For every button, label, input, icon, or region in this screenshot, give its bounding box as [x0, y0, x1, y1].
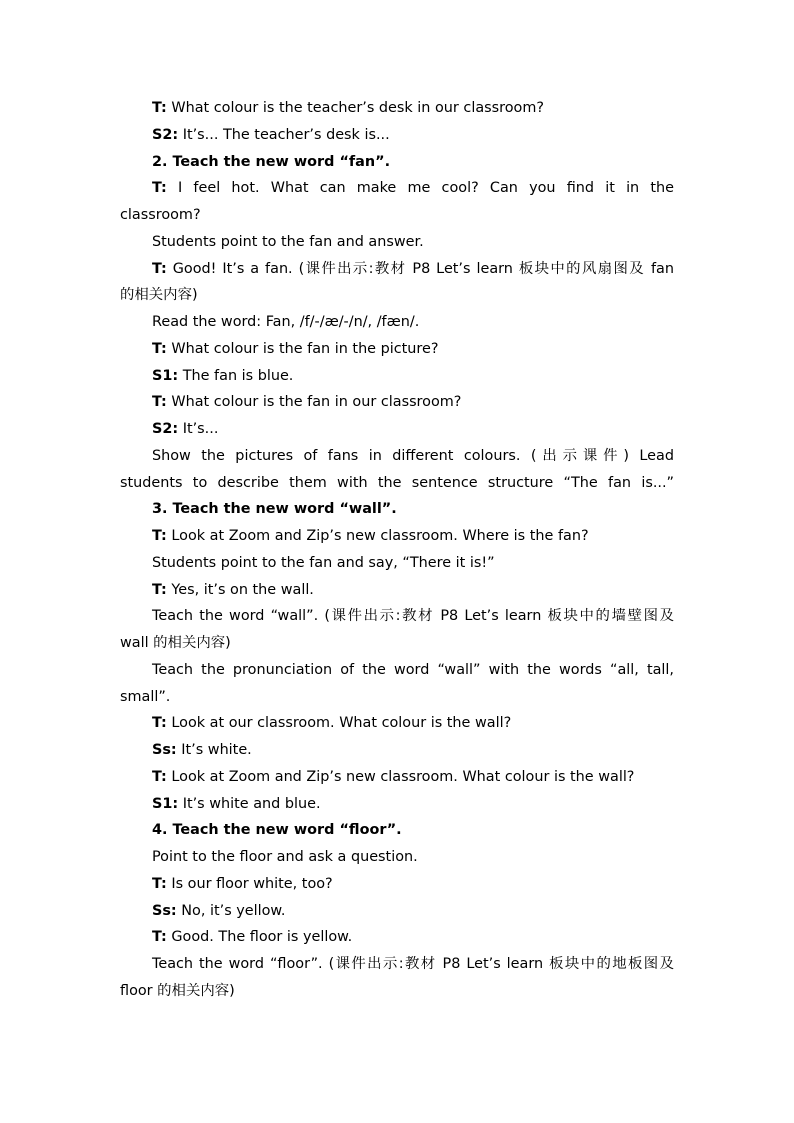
speaker-label: Ss:: [152, 902, 177, 919]
text-line: wall 的相关内容): [120, 635, 231, 651]
line-text: What colour is the fan in our classroom?: [166, 394, 462, 411]
dialogue-line: [120, 710, 674, 737]
section-heading-fan: 2. Teach the new word “fan”.: [152, 153, 391, 170]
dialogue-line: [120, 577, 674, 604]
dialogue-line: [120, 871, 674, 898]
speaker-label: T:: [152, 875, 167, 892]
speaker-label: S2:: [152, 421, 179, 437]
speaker-label: T:: [152, 768, 167, 785]
line-text: Yes, it’s on the wall.: [166, 581, 314, 598]
text-line: Students point to the fan and say, “There it is!”: [152, 554, 495, 571]
speaker-label: T:: [152, 929, 167, 946]
speaker-label: T:: [152, 394, 167, 411]
dialogue-line: [120, 389, 674, 416]
text-line: Point to the floor and ask a question.: [152, 849, 418, 865]
line-text: Is our floor white, too?: [166, 875, 333, 892]
text-line: students to describe them with the sentence structure “The fan is...”: [120, 474, 674, 491]
line-text: It’s... The teacher’s desk is...: [178, 126, 390, 143]
dialogue-line: [120, 175, 674, 202]
line-text: Look at our classroom. What colour is the wall?: [166, 715, 512, 732]
line-text: What colour is the fan in the picture?: [166, 340, 439, 357]
line-text: What colour is the teacher’s desk in our classroom?: [166, 100, 545, 116]
dialogue-line: [120, 764, 674, 791]
text-line: 的相关内容): [120, 287, 198, 304]
line-text: Look at Zoom and Zip’s new classroom. What colour is the wall?: [166, 768, 635, 785]
section-heading-floor: 4. Teach the new word “floor”.: [152, 822, 402, 839]
dialogue-line: [120, 122, 674, 149]
text-line: Read the word: Fan, /f/-/æ/-/n/, /fæn/.: [152, 314, 420, 330]
dialogue-line: [120, 95, 674, 122]
speaker-label: T:: [152, 528, 167, 544]
speaker-label: T:: [152, 581, 167, 598]
line-text: Good! It’s a fan. (课件出示:教材 P8 Let’s learn 板块中的风扇图及 fan: [166, 260, 674, 277]
dialogue-line: [120, 737, 674, 764]
dialogue-line: [120, 336, 674, 363]
text-line: classroom?: [120, 207, 201, 223]
dialogue-line: [120, 256, 674, 283]
speaker-label: T:: [152, 100, 167, 116]
line-text: I feel hot. What can make me cool? Can you find it in the: [166, 180, 674, 197]
line-text: It’s white.: [176, 742, 252, 758]
text-line: small”.: [120, 688, 171, 705]
line-text: It’s...: [178, 421, 219, 437]
text-line: floor 的相关内容): [120, 982, 235, 999]
speaker-label: T:: [152, 260, 167, 277]
text-line: Teach the word “wall”. (课件出示:教材 P8 Let’s learn 板块中的墙壁图及: [152, 608, 674, 625]
section-heading-wall: 3. Teach the new word “wall”.: [152, 501, 397, 518]
dialogue-line: [120, 924, 674, 951]
speaker-label: T:: [152, 715, 167, 732]
text-line: Teach the word “floor”. (课件出示:教材 P8 Let’s learn 板块中的地板图及: [152, 956, 674, 972]
dialogue-line: [120, 898, 674, 925]
dialogue-line: [120, 363, 674, 390]
speaker-label: S1:: [152, 367, 179, 384]
speaker-label: T:: [152, 340, 167, 357]
line-text: No, it’s yellow.: [176, 902, 286, 919]
line-text: Look at Zoom and Zip’s new classroom. Where is the fan?: [166, 528, 589, 544]
text-line: Show the pictures of fans in different colours. (出示课件) Lead: [152, 447, 674, 464]
text-line: Students point to the fan and answer.: [152, 233, 424, 250]
text-line: Teach the pronunciation of the word “wall” with the words “all, tall,: [152, 661, 674, 678]
speaker-label: Ss:: [152, 742, 177, 758]
document-page: [120, 95, 674, 1005]
dialogue-line: [120, 523, 674, 550]
speaker-label: T:: [152, 180, 167, 197]
speaker-label: S2:: [152, 126, 179, 143]
line-text: The fan is blue.: [178, 367, 294, 384]
line-text: Good. The floor is yellow.: [166, 929, 353, 946]
speaker-label: S1:: [152, 795, 179, 812]
dialogue-line: [120, 791, 674, 818]
line-text: It’s white and blue.: [178, 795, 321, 812]
dialogue-line: [120, 416, 674, 443]
